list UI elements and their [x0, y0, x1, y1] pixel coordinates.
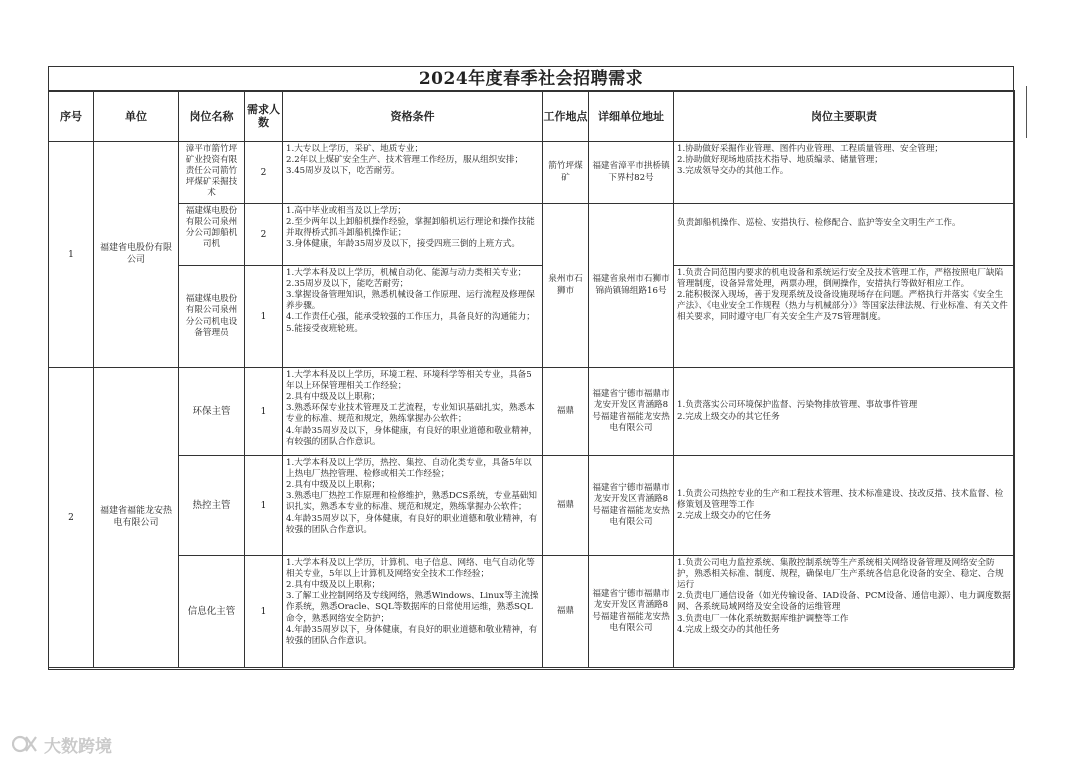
location-cell: [543, 556, 589, 668]
header-qualification: 资格条件: [283, 91, 543, 142]
address-text: 福建省漳平市拱桥镇下界村82号: [592, 161, 670, 183]
position-text: 热控主管: [192, 499, 231, 511]
table-row: [49, 368, 1015, 456]
header-seq: 序号: [49, 91, 94, 142]
list-line: 3.了解工业控制网络及专线网络，熟悉Windows、Linux等主流操作系统，熟悉Oracle、SQL等数据库的日常使用运维，熟悉SQL命令，熟悉网络安全防护；: [286, 591, 539, 624]
duties-list: [674, 488, 1014, 524]
address-text: 福建省宁德市福鼎市龙安开发区青涵路8号福建省福能龙安热电有限公司: [592, 589, 670, 633]
list-line: 1.大学本科及以上学历，计算机、电子信息、网络、电气自动化等相关专业，5年以上计算机及网络安全技术工作经验；: [286, 557, 535, 579]
list-line: 2.具有中级及以上职称；: [286, 479, 381, 490]
seq-cell: 1: [49, 142, 94, 368]
qualification-cell: [283, 142, 543, 204]
list-line: 1.大学本科及以上学历，热控、集控、自动化类专业，具备5年以上热电厂热控管理、检修或相关工作经验；: [286, 457, 532, 479]
count-cell: 2: [245, 142, 283, 204]
list-line: 3.熟悉环保专业技术管理及工艺流程，专业知识基础扎实，熟悉本专业的标准、规范和规定，熟练掌握办公软件；: [286, 403, 535, 425]
qualification-cell: [283, 204, 543, 266]
location-text: 福鼎: [556, 499, 575, 510]
qualification-cell: [283, 368, 543, 456]
table-row: [49, 456, 1015, 556]
duties-cell: [674, 142, 1015, 204]
header-unit: 单位: [94, 91, 179, 142]
location-cell: [543, 142, 589, 204]
duties-cell: [674, 368, 1015, 456]
duties-cell: [674, 556, 1015, 668]
qualification-list: [283, 205, 542, 265]
address-cell: [589, 456, 674, 556]
count-cell: 1: [245, 556, 283, 668]
brand-logo-icon: [12, 733, 38, 755]
location-cell: [543, 368, 589, 456]
address-text: 福建省泉州市石狮市锦尚镇锦组路16号: [592, 274, 670, 296]
list-line: 2.35周岁及以下，能吃苦耐劳；: [286, 278, 409, 289]
list-line: 1.协助做好采掘作业管理、图件内业管理、工程质量管理、安全管理；: [677, 143, 944, 154]
position-text: 环保主管: [192, 405, 231, 417]
list-line: 3.负责电厂一体化系统数据库维护调整等工作: [677, 613, 849, 624]
position-text: 漳平市箭竹坪矿业投资有限责任公司箭竹坪煤矿采掘技术: [185, 143, 238, 199]
location-text: 泉州市石狮市: [548, 274, 583, 296]
list-line: 4.年龄35周岁以下，身体健康，有良好的职业道德和敬业精神，有较强的团队合作意识。: [286, 513, 538, 535]
list-line: 2.完成上级交办的其它任务: [677, 411, 780, 422]
address-cell: [589, 142, 674, 204]
position-cell: [179, 142, 245, 204]
qualification-cell: [283, 456, 543, 556]
header-location: 工作地点: [543, 91, 589, 142]
list-line: 2.2年以上煤矿安全生产、技术管理工作经历，服从组织安排；: [286, 154, 524, 165]
duties-list: [674, 143, 1014, 203]
count-cell: 2: [245, 204, 283, 266]
qualification-list: [283, 143, 542, 203]
list-line: 3.身体健康，年龄35周岁及以下，接受四班三倒的上班方式。: [286, 239, 520, 250]
position-cell: [179, 456, 245, 556]
position-cell: [179, 368, 245, 456]
page-title: 2024年度春季社会招聘需求: [49, 67, 1013, 92]
list-line: 2.至少两年以上卸船机操作经验，掌握卸船机运行理论和操作技能并取得桥式抓斗卸船机操作证；: [286, 216, 535, 238]
address-text: 福建省宁德市福鼎市龙安开发区青涵路8号福建省福能龙安热电有限公司: [592, 483, 670, 527]
list-line: 2.完成上级交办的它任务: [677, 511, 772, 522]
location-cell: [543, 204, 589, 368]
list-line: 负责卸船机操作、巡检、安措执行、检修配合、监护等安全文明生产工作。: [677, 217, 961, 228]
header-address: 详细单位地址: [589, 91, 674, 142]
list-line: 1.高中毕业或相当及以上学历；: [286, 205, 406, 216]
list-line: 1.大专以上学历，采矿、地质专业；: [286, 143, 424, 154]
header-duties: 岗位主要职责: [674, 91, 1015, 142]
position-cell: [179, 556, 245, 668]
qualification-list: [283, 267, 542, 367]
position-text: 福建煤电股份有限公司泉州分公司机电设备管理员: [185, 294, 238, 338]
list-line: 3.45周岁及以下，吃苦耐劳。: [286, 165, 400, 176]
list-line: 3.完成领导交办的其他工作。: [677, 165, 789, 176]
header-count: 需求人数: [245, 91, 283, 142]
table-row: [49, 142, 1015, 204]
recruitment-table-sheet: [48, 66, 1014, 670]
list-line: 3.熟悉电厂热控工作原理和检修维护，熟悉DCS系统，专业基础知识扎实，熟悉本专业的标准、规范和规定，熟练掌握办公软件；: [286, 491, 537, 513]
list-line: 4.工作责任心强，能承受较强的工作压力，具备良好的沟通能力；: [286, 312, 535, 323]
unit-text: 福建省福能龙安热电有限公司: [99, 506, 172, 528]
unit-text: 福建省电股份有限公司: [99, 243, 172, 265]
qualification-cell: [283, 556, 543, 668]
qualification-list: [283, 369, 542, 455]
position-cell: [179, 204, 245, 266]
list-line: 2.能积极深入现场，善于发现系统及设备设施现场存在问题。严格执行并落实《安全生产法》、《电业安全工作规程（热力与机械部分）》等国家法律法规、行业标准、有关文件相关要求，同时遵守电厂有关安全生产及7S管理制度。: [677, 289, 1008, 323]
stray-border-line: [1026, 86, 1027, 138]
qualification-cell: [283, 266, 543, 368]
header-row: [49, 91, 1015, 142]
position-cell: [179, 266, 245, 368]
list-line: 4.年龄35周岁及以下，身体健康，有良好的职业道德和敬业精神，有较强的团队合作意识。: [286, 425, 538, 447]
position-text: 信息化主管: [187, 605, 236, 617]
location-cell: [543, 456, 589, 556]
table-row: [49, 266, 1015, 368]
list-line: 4.年龄35周岁以下，身体健康，有良好的职业道德和敬业精神，有较强的团队合作意识。: [286, 624, 538, 646]
address-cell: [589, 204, 674, 368]
recruitment-table: [48, 90, 1015, 668]
list-line: 4.完成上级交办的其他任务: [677, 624, 780, 635]
qualification-list: [283, 457, 542, 555]
count-cell: 1: [245, 266, 283, 368]
duties-cell: [674, 204, 1015, 266]
list-line: 1.负责合同范围内要求的机电设备和系统运行安全及技术管理工作，严格按照电厂缺陷管理制度，设备异常处理，两票办理，倒闸操作，安措执行等做好相应工作。: [677, 267, 1004, 289]
address-cell: [589, 556, 674, 668]
watermark-text: 大数跨境: [44, 736, 112, 757]
qualification-list: [283, 557, 542, 667]
watermark: [12, 732, 112, 756]
list-line: 2.负责电厂通信设备（如光传输设备、IAD设备、PCM设备、通信电源）、电力调度数据网、各系统局域网络及安全设备的运维管理: [677, 591, 1011, 613]
list-line: 3.掌握设备管理知识，熟悉机械设备工作原理、运行流程及修理保养步骤。: [286, 289, 535, 312]
duties-list: [674, 267, 1014, 367]
count-cell: 1: [245, 456, 283, 556]
list-line: 2.具有中级及以上职称；: [286, 579, 381, 590]
duties-list: [674, 557, 1014, 667]
duties-cell: [674, 266, 1015, 368]
list-line: 1.大学本科及以上学历，机械自动化、能源与动力类相关专业；: [286, 267, 527, 278]
duties-list: [674, 399, 1014, 423]
location-text: 福鼎: [556, 605, 575, 616]
address-cell: [589, 368, 674, 456]
header-position: 岗位名称: [179, 91, 245, 142]
address-text: 福建省宁德市福鼎市龙安开发区青涵路8号福建省福能龙安热电有限公司: [592, 389, 670, 433]
list-line: 1.大学本科及以上学历，环境工程、环境科学等相关专业，具备5年以上环保管理相关工作经验；: [286, 369, 532, 391]
list-line: 1.负责公司电力监控系统、集散控制系统等生产系统相关网络设备管理及网络安全防护，熟悉相关标准、制度、规程，确保电厂生产系统各信息化设备的安全、稳定、合规运行: [677, 557, 1004, 590]
list-line: 5.能接受夜班轮班。: [286, 323, 363, 334]
unit-cell: [94, 368, 179, 668]
location-text: 福鼎: [556, 405, 575, 416]
list-line: 2.具有中级及以上职称；: [286, 391, 381, 402]
duties-list: [674, 206, 1014, 264]
list-line: 1.负责公司热控专业的生产和工程技术管理、技术标准建设、技改反措、技术监督、检修策划及管理等工作: [677, 488, 1004, 510]
table-row: [49, 204, 1015, 266]
seq-cell: 2: [49, 368, 94, 668]
position-text: 福建煤电股份有限公司泉州分公司卸船机司机: [185, 205, 238, 250]
unit-cell: [94, 142, 179, 368]
table-row: [49, 556, 1015, 668]
count-cell: 1: [245, 368, 283, 456]
location-text: 箭竹坪煤矿: [548, 161, 583, 183]
list-line: 1.负责落实公司环境保护监督、污染物排放管理、事故事件管理: [677, 400, 918, 411]
list-line: 2.协助做好现场地质技术指导、地质编录、储量管理；: [677, 154, 883, 165]
duties-cell: [674, 456, 1015, 556]
